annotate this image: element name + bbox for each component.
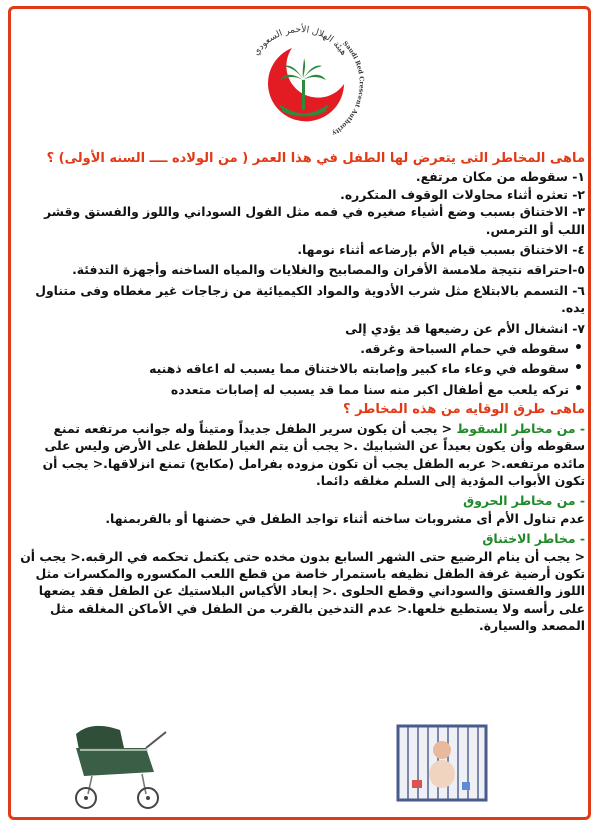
crescent-shape [268,48,344,121]
choke-text: < يجب أن ينام الرضيع حتى الشهر السابع بدون مخده حتى يكتمل تحكمه في الرقبه.< يجب أن تكون أرضية غرفة الطفل نظيفه باستمرار خاصة من قطع اللعب المكسوره والمكسرات مثل اللوز والفستق والسوداني وقطع الحلوى .< إبعاد الأكياس البلاستيك عن الطفل فقد يضعها على رأسه ولا يستطيع خلعها.< عدم التدخين بالقرب من الطفل في الأماكن المغلقه مثل المصعد والسيارة. [20,548,585,634]
fall-text: < يجب أن يكون سرير الطفل جديداً ومتيناً وله جوانب مرتفعه تمنع سقوطه وأن يكون بعيداً عن الشبابيك .< يجب أن يتم الغيار للطفل على الأرض وليس على مائده مرتفعه.< عربه الطفل يجب أن تكون مزوده بفرامل (مكابح) تمنع انزلاقها.< يجب أن تكون الأبواب المؤدية إلى السلم مغلقه دائما. [42,420,585,488]
risk-item: ٥-احتراقه نتيجة ملامسة الأفران والمصابيح والغلايات والمياه الساخنه وأجهزة التدفئة. [72,262,585,278]
risk-item: ٤- الاختناق بسبب قيام الأم بإرضاعه أثناء نومها. [297,242,585,258]
svg-text:هيئة الهلال الأحمر السعودي [252,23,349,58]
burn-text: عدم تناول الأم أى مشروبات ساخنه أثناء تواجد الطفل في حضنها أو بالقربمنها. [105,510,585,526]
risk-item: ١- سقوطه من مكان مرتفع. [415,169,585,185]
bullet-item: • سقوطه في وعاء ماء كبير وإصابته بالاختناق مما يسبب له اعاقه ذهنيه [14,360,585,377]
logo-english-text: Saudi Red Crescent Authority [330,40,365,137]
choke-subheading: - مخاطر الاختناق [482,531,585,547]
bullet-item: • سقوطه في حمام السباحة وغرقه. [14,340,585,357]
risk-item: ٦- التسمم بالابتلاع مثل شرب الأدوية والمواد الكيميائية من زجاجات غير مغطاه وفى متناول يده. [35,282,585,316]
risks-question: ماهى المخاطر التى يتعرض لها الطفل في هذا العمر ( من الولاده ــــ السنه الأولى) ؟ [46,151,585,166]
risk-item: ٧- انشغال الأم عن رضيعها قد يؤدي إلى [345,320,585,336]
prevention-question: ماهى طرق الوقايه من هذه المخاطر ؟ [343,402,585,418]
risk-item: ٣- الاختناق بسبب وضع أشياء صغيره في فمه مثل الفول السوداني واللوز والفستق وقشر اللب أو الترمس. [44,204,585,237]
bullet-item: • تركه يلعب مع أطفال اكبر منه سنا مما قد يسبب له إصابات متعدده [14,381,585,398]
article-content [14,150,585,635]
saudi-red-crescent-logo [232,10,368,146]
fall-subheading: - من مخاطر السقوط [456,420,585,436]
baby-playpen-image [392,716,492,808]
risk-item: ٢- تعثره أثناء محاولات الوقوف المتكرره. [340,186,585,202]
burn-subheading: - من مخاطر الحروق [463,493,585,509]
logo-arabic-text: هيئة الهلال الأحمر السعودي [251,24,349,58]
baby-stroller-image [62,714,174,812]
svg-text:Saudi Red Crescent Authority [330,40,364,137]
fall-section [14,420,585,490]
